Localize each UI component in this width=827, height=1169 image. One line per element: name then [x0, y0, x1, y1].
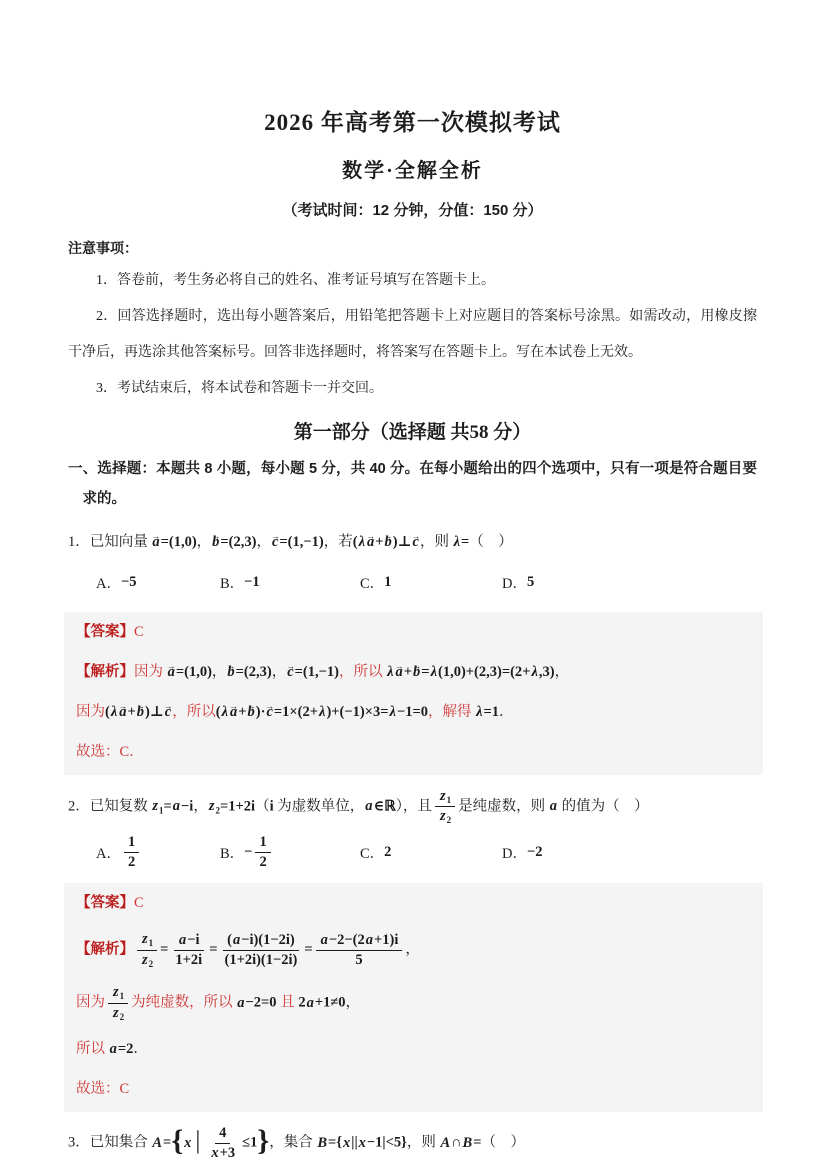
- page-subtitle: 数学·全解全析: [342, 160, 483, 182]
- question-1-option-d: D． 5: [502, 573, 535, 592]
- analysis-line: 【解析】因为 a →=(1,0)，b →=(2,3)，c →=(1,−1)，所以 λ a →+b →=λ(1,0)+(2,3)=(2+λ,3)，: [76, 660, 751, 685]
- question-1-option-a: A． −5: [96, 573, 137, 592]
- question-1-options: [68, 565, 757, 599]
- exam-info-line: （考试时间：12 分钟，分值：150 分）: [282, 202, 543, 219]
- question-1-option-c: C． 1: [360, 573, 392, 592]
- question-2-option-d: D． −2: [502, 843, 543, 862]
- analysis-line: 【解析】 $\frac{z_1}{z_2}$ = $\frac{a-i}{1+2i}$ = $\frac{(a-i)(1-2i)}{(1+2i)(1-2i)}$ = $\frac{a-2-(2a+1)i}{5}$ ，: [76, 931, 420, 969]
- analysis-line: 因为 $\frac{z_1}{z_2}$ 为纯虚数，所以 a−2=0 且 2a+1≠0，: [76, 984, 361, 1022]
- analysis-line: 所以 a=2．: [76, 1041, 148, 1058]
- analysis-line: 因为(λ a →+b →)⊥c →，所以(λ a →+b →)·c →=1×(2+λ)+(−1)×3=λ−1=0，解得 λ=1．: [76, 700, 751, 725]
- notice-item-3: 3．考试结束后，将本试卷和答题卡一并交回。: [96, 381, 383, 396]
- page-title: 2026 年高考第一次模拟考试: [264, 110, 561, 135]
- conclusion-line: 故选：C．: [76, 744, 144, 760]
- notice-item-1: 1．答卷前，考生务必将自己的姓名、准考证号填写在答题卡上。: [96, 273, 495, 288]
- question-2-stem: 2．已知复数 $z_1=a-i$，$z_2=1+2i(i$ 为虚数单位，a∈ℝ），且 $\frac{z_1}{z_2}$ 是纯虚数，则 a 的值为（ ）: [68, 788, 649, 826]
- section-1-intro: 一、选择题：本题共 8 小题，每小题 5 分，共 40 分。在每小题给出的四个选项中，只有一项是符合题目要求的。: [68, 461, 757, 507]
- question-1-stem: 1．已知向量 a →=(1,0)，b →=(2,3)，c →=(1,−1)，若(λ a →+b →)⊥c →，则 λ=（ ）: [68, 527, 757, 557]
- answer-line: 【答案】C: [76, 624, 144, 640]
- question-2-option-a: A． $\frac{1}{2}$: [96, 834, 220, 870]
- answer-line: 【答案】C: [76, 895, 144, 912]
- question-1-answer-block: [64, 612, 763, 775]
- question-2-answer-block: [64, 883, 763, 1112]
- notice-heading: 注意事项：: [68, 240, 138, 256]
- notice-section: [68, 233, 757, 407]
- notice-item-2: 2．回答选择题时，选出每小题答案后，用铅笔把答题卡上对应题目的答案标号涂黑。如需改动，用橡皮擦干净后，再选涂其他答案标号。回答非选择题时，将答案写在答题卡上。写在本试卷上无效。: [68, 309, 757, 360]
- question-2-option-c: C． 2: [360, 843, 392, 862]
- question-3-stem: 3．已知集合 A={x | $\frac{4}{x+3}$ ≤1}，集合 B={x||x−1|<5}，则 A∩B=（ ）: [68, 1124, 525, 1161]
- question-2-option-b: B． − $\frac{1}{2}$: [220, 834, 360, 870]
- section-1-heading: 第一部分（选择题 共58 分）: [293, 422, 532, 443]
- question-2-options: [68, 834, 757, 870]
- question-1-option-b: B． −1: [220, 573, 260, 592]
- conclusion-line: 故选：C: [76, 1081, 130, 1098]
